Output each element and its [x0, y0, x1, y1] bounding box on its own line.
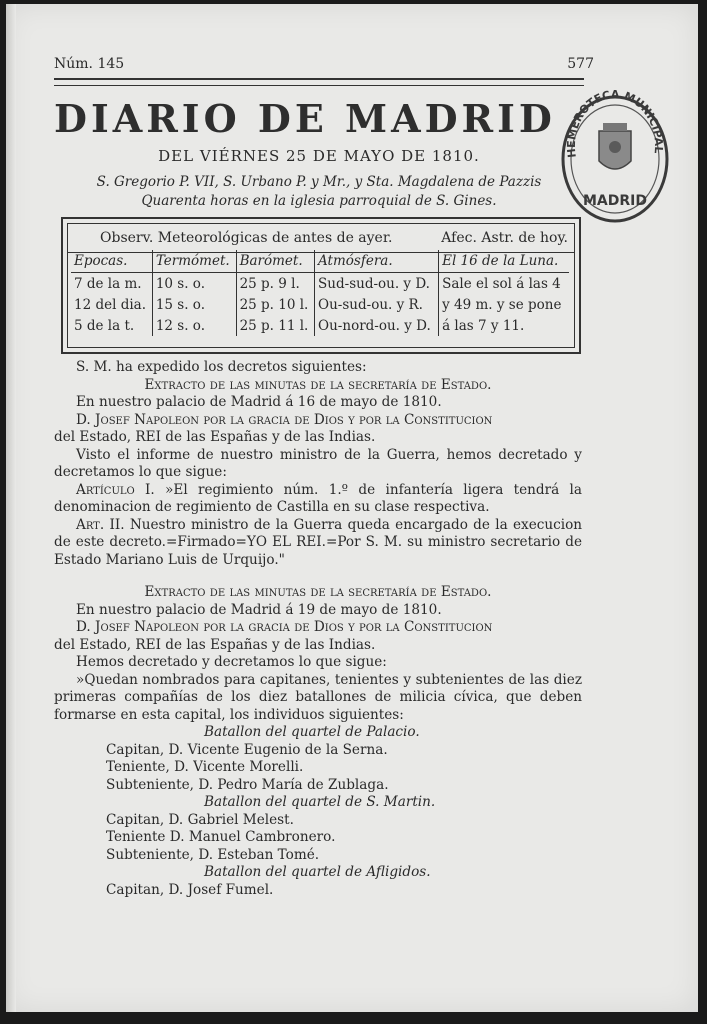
decree2-king: D. Josef Napoleon por la gracia de Dios y por la Constitucion — [76, 619, 493, 635]
table-cell: Sud-sud-ou. y D. — [315, 273, 439, 295]
table-row — [71, 273, 569, 295]
decree1-king-title: del Estado, REI de las Españas y de las Indias. — [54, 429, 376, 445]
col-luna: El 16 de la Luna. — [439, 250, 569, 273]
list-item: Capitan, D. Vicente Eugenio de la Serna. — [106, 741, 388, 758]
list-item: Teniente D. Manuel Cambronero. — [106, 829, 336, 845]
table-cell: y 49 m. y se pone — [439, 294, 569, 315]
forty-hours-notice: Quarenta horas en la iglesia parroquial de S. Gines. — [141, 193, 497, 209]
page-number: 577 — [567, 56, 594, 72]
list-item: Capitan, D. Gabriel Melest. — [106, 811, 294, 828]
stamp-city: MADRID — [583, 193, 647, 209]
weather-table-head-row — [71, 250, 569, 273]
col-termometro: Termómet. — [152, 250, 236, 273]
col-atmosfera: Atmósfera. — [315, 250, 439, 273]
decree1-place: En nuestro palacio de Madrid á 16 de mayo de 1810. — [76, 394, 442, 410]
newspaper-page — [6, 4, 698, 1012]
table-cell: 12 del dia. — [74, 296, 147, 313]
astronomy-title: Afec. Astr. de hoy. — [441, 230, 568, 246]
decree2-preamble: Hemos decretado y decretamos lo que sigue: — [76, 654, 387, 670]
table-cell: 12 s. o. — [152, 315, 236, 336]
table-row — [71, 294, 569, 315]
col-barometro: Barómet. — [236, 250, 314, 273]
library-stamp — [559, 89, 671, 227]
weather-table — [71, 250, 569, 336]
battalion-palacio-heading: Batallon del quartel de Palacio. — [204, 724, 420, 740]
article1-text: »El regimiento núm. 1.º de infantería ligera tendrá la denominacion de regimiento de Castilla en su clase respectiva. — [54, 481, 582, 515]
article2-text: Nuestro ministro de la Guerra queda encargado de la execucion de este decreto.=Firmado=YO EL REI.=Por S. M. su ministro secretario de Estado Mariano Luis de Urquijo." — [54, 516, 583, 568]
decree1-article1 — [54, 482, 582, 517]
decree2-place: En nuestro palacio de Madrid á 19 de mayo de 1810. — [76, 601, 442, 618]
table-cell: Ou-sud-ou. y R. — [315, 294, 439, 315]
table-cell: 15 s. o. — [152, 294, 236, 315]
saints-of-the-day: S. Gregorio P. VII, S. Urbano P. y Mr., y Sta. Magdalena de Pazzis — [96, 174, 542, 190]
decree1-preamble: Visto el informe de nuestro ministro de la Guerra, hemos decretado y decretamos lo que sigue: — [54, 446, 582, 480]
list-item: Subteniente, D. Pedro María de Zublaga. — [106, 776, 389, 793]
section-gap — [54, 569, 582, 584]
table-cell: 25 p. 9 l. — [236, 273, 314, 295]
table-cell: 25 p. 10 l. — [236, 294, 314, 315]
article-body — [54, 359, 582, 899]
table-cell: Sale el sol á las 4 — [439, 273, 569, 295]
weather-table-header — [68, 224, 574, 253]
decree2-heading: Extracto de las minutas de la secretaría de Estado. — [144, 584, 492, 600]
table-cell: Ou-nord-ou. y D. — [315, 315, 439, 336]
issue-number: Núm. 145 — [54, 56, 125, 72]
crest-icon — [599, 123, 631, 169]
decree1-article2 — [54, 517, 582, 570]
decree2-text: »Quedan nombrados para capitanes, tenientes y subtenientes de las diez primeras compañías de los diez batallones de milicia cívica, que deben formarse en esta capital, los individuos siguientes: — [54, 671, 582, 723]
decrees-intro: S. M. ha expedido los decretos siguientes: — [76, 359, 367, 375]
issue-header — [54, 56, 594, 76]
list-item: Teniente, D. Vicente Morelli. — [106, 759, 304, 775]
list-item: Capitan, D. Josef Fumel. — [106, 881, 274, 898]
table-row — [71, 315, 569, 336]
table-cell: 7 de la m. — [74, 275, 142, 292]
table-cell: 25 p. 11 l. — [236, 315, 314, 336]
observations-title: Observ. Meteorológicas de antes de ayer. — [100, 230, 393, 246]
issue-date: DEL VIÉRNES 25 DE MAYO DE 1810. — [158, 147, 480, 165]
table-cell: á las 7 y 11. — [439, 315, 569, 336]
decree1-king: D. Josef Napoleon por la gracia de Dios y por la Constitucion — [76, 411, 493, 428]
decree1-heading: Extracto de las minutas de la secretaría de Estado. — [144, 376, 492, 393]
decree2-king-title: del Estado, REI de las Españas y de las Indias. — [54, 636, 376, 653]
page-spine-shadow — [6, 4, 16, 1012]
article1-label: Artículo I. — [76, 481, 155, 498]
newspaper-title: DIARIO DE MADRID — [54, 96, 556, 141]
table-cell: 5 de la t. — [74, 317, 135, 334]
battalion-afligidos-heading: Batallon del quartel de Afligidos. — [204, 864, 431, 880]
table-cell: 10 s. o. — [152, 273, 236, 295]
list-item: Subteniente, D. Esteban Tomé. — [106, 846, 320, 863]
battalion-san-martin-heading: Batallon del quartel de S. Martin. — [204, 794, 436, 810]
stamp-ring-text: HEMEROTECA MUNICIPAL — [564, 89, 666, 159]
col-epocas: Epocas. — [71, 250, 152, 273]
weather-table-box — [61, 217, 581, 354]
article2-label: Art. II. — [76, 516, 125, 533]
header-rule-top — [54, 78, 584, 86]
